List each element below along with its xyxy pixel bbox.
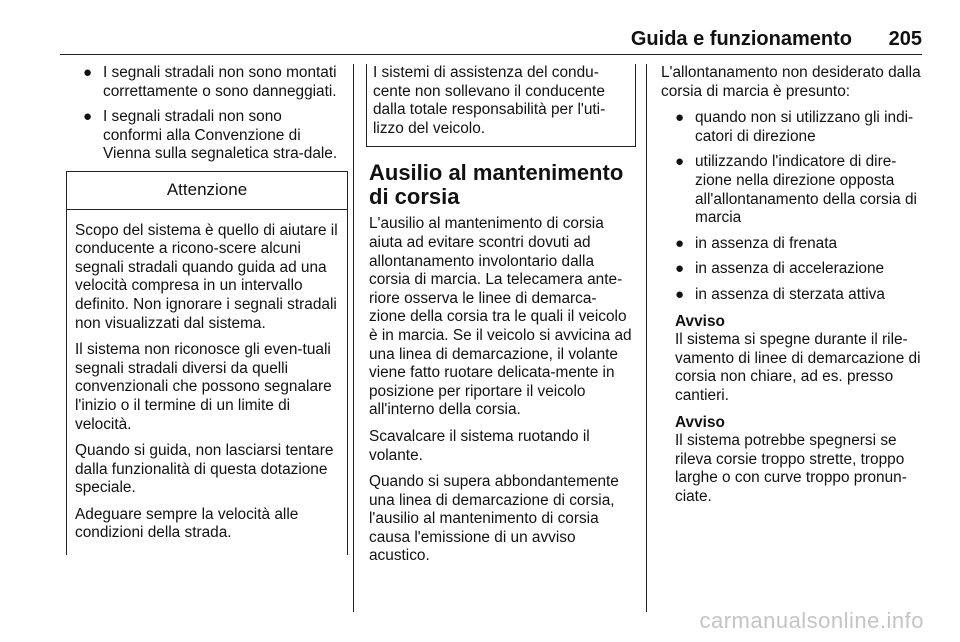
warning-paragraph: Il sistema non riconosce gli even-tuali segnali stradali diversi da quelli convenzionali che possono segnalare l'inizio o il termine di un limite di velocità. bbox=[75, 341, 332, 433]
note-title: Avviso bbox=[675, 312, 725, 330]
column-1 bbox=[76, 64, 338, 555]
list-item: ● I segnali stradali non sono montati correttamente o sono danneggiati. bbox=[83, 64, 337, 100]
warning-paragraph: Scopo del sistema è quello di aiutare il conducente a ricono-scere alcuni segnali stradali quando guida ad una velocità compresa in un intervallo definito. Non ignorare i segnali stradali non visualizzati dal sistema. bbox=[75, 221, 338, 332]
page-title: Guida e funzionamento bbox=[630, 28, 852, 50]
bullet-icon: ● bbox=[83, 64, 93, 81]
page-header bbox=[60, 26, 922, 55]
column-2 bbox=[369, 64, 633, 574]
note-block bbox=[661, 414, 931, 507]
list-item: ● in assenza di frenata bbox=[675, 234, 838, 252]
list-item: ● quando non si utilizzano gli indi-catori di direzione bbox=[675, 109, 914, 145]
bullet-icon: ● bbox=[675, 260, 685, 278]
body-paragraph: Quando si supera abbondantemente una linea di demarcazione di corsia, l'ausilio al mantenimento di corsia causa l'emissione di un avviso acustico. bbox=[369, 473, 619, 565]
column-divider-right bbox=[646, 64, 647, 612]
bullet-icon: ● bbox=[675, 285, 685, 303]
bullet-icon: ● bbox=[675, 234, 685, 252]
note-text: Il sistema si spegne durante il rile-vamento di linee di demarcazione di corsia non chiare, ad es. presso cantieri. bbox=[675, 331, 921, 404]
section-title: Ausilio al mantenimento di corsia bbox=[369, 160, 624, 210]
warning-box bbox=[66, 171, 348, 555]
list-item: ● in assenza di accelerazione bbox=[675, 260, 885, 278]
note-text: Il sistema potrebbe spegnersi se rileva corsie troppo strette, troppo larghe o con curve troppo pronun-ciate. bbox=[675, 432, 907, 505]
bullet-list bbox=[76, 64, 338, 164]
warning-paragraph: Quando si guida, non lasciarsi tentare dalla funzionalità di questa dotazione speciale. bbox=[75, 442, 334, 497]
warning-paragraph: Adeguare sempre la velocità alle condizioni della strada. bbox=[75, 505, 299, 542]
column-3 bbox=[661, 64, 931, 506]
bullet-icon: ● bbox=[675, 109, 685, 127]
note-block bbox=[661, 313, 931, 406]
bullet-list bbox=[661, 109, 931, 304]
warning-title: Attenzione bbox=[67, 171, 347, 210]
column-divider-left bbox=[353, 64, 354, 612]
intro-paragraph: L'allontanamento non desiderato dalla corsia di marcia è presunto: bbox=[661, 64, 921, 100]
bullet-icon: ● bbox=[83, 108, 93, 126]
list-item: ● utilizzando l'indicatore di dire-zione nella direzione opposta all'allontanamento della corsia di marcia bbox=[675, 153, 917, 227]
info-box-text: I sistemi di assistenza del condu-cente non sollevano il conducente dalla totale responsabilità per l'uti-lizzo del veicolo. bbox=[373, 64, 606, 137]
warning-body bbox=[67, 210, 347, 556]
list-item: ● in assenza di sterzata attiva bbox=[675, 285, 885, 303]
list-item: ● I segnali stradali non sono conformi alla Convenzione di Vienna sulla segnaletica stra-dale. bbox=[83, 108, 338, 163]
bullet-icon: ● bbox=[675, 153, 685, 171]
info-box bbox=[366, 64, 636, 147]
body-paragraph: Scavalcare il sistema ruotando il volante. bbox=[369, 427, 590, 464]
page-number: 205 bbox=[888, 28, 922, 50]
watermark-text: carmanualsonline.info bbox=[699, 608, 924, 633]
note-title: Avviso bbox=[675, 413, 725, 431]
body-paragraph: L'ausilio al mantenimento di corsia aiuta ad evitare scontri dovuti ad allontanamento involontario dalla corsia di marcia. La telecamera ante-riore osserva le linee di demarca-zione della corsia tra le quali il veicolo è in marcia. Se il veicolo si avvicina ad una linea di demarcazione, il volante viene fatto ruotare delicata-mente in posizione per riportare il veicolo all'interno della corsia. bbox=[369, 215, 632, 419]
